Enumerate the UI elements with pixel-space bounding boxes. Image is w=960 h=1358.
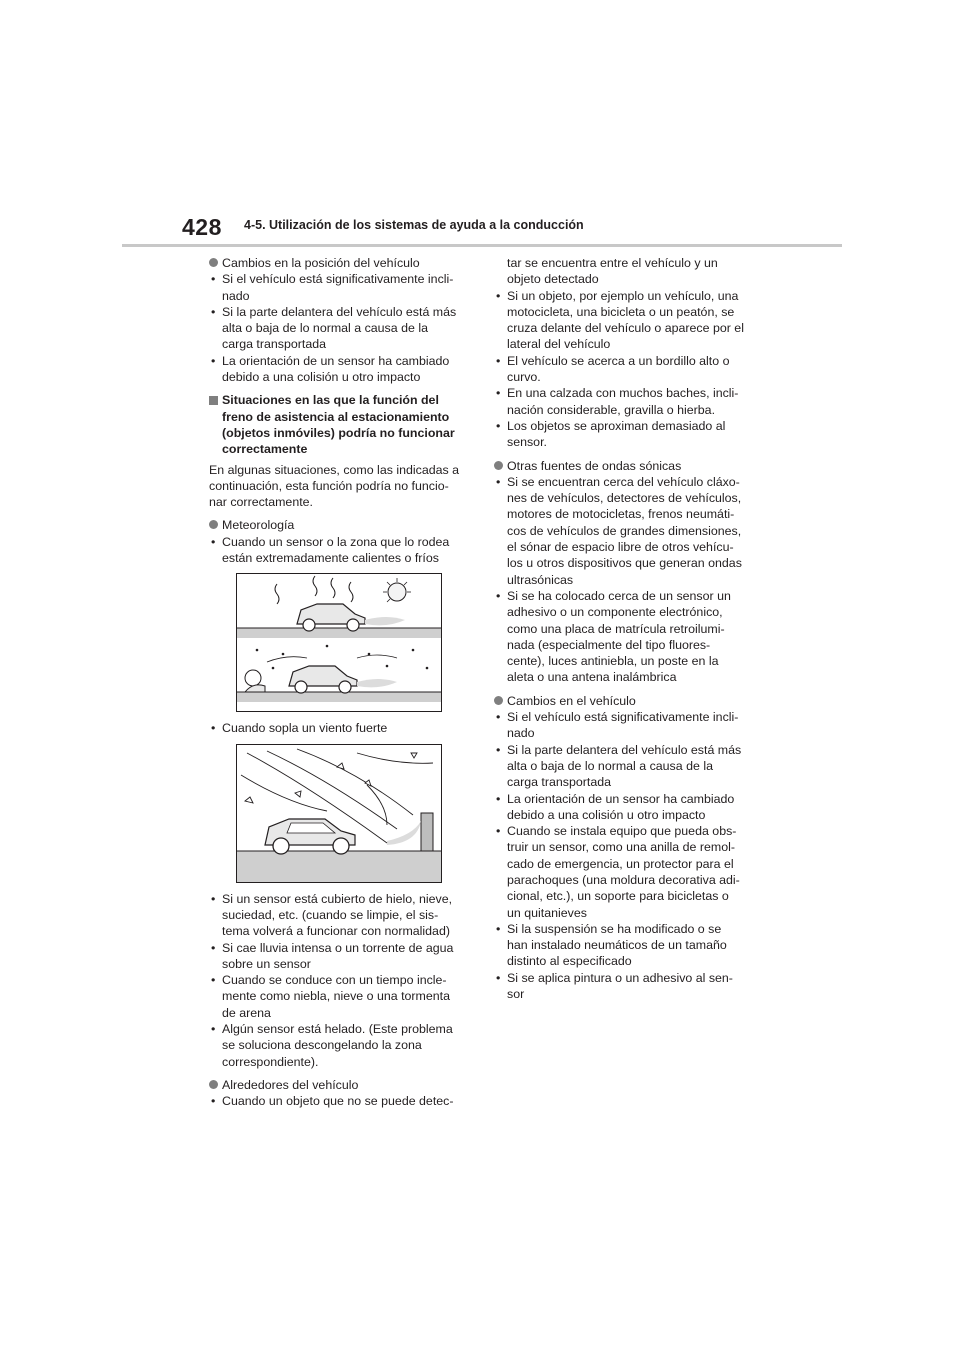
list-item: • Si cae lluvia intensa o un torrente de agua [211, 940, 454, 955]
illustration-strong-wind [236, 744, 442, 883]
list-item: • Si se encuentran cerca del vehículo cláxo- [496, 474, 740, 489]
list-item-continuation: de arena [222, 1005, 271, 1020]
heading-sonic-sources: Otras fuentes de ondas sónicas [494, 458, 752, 474]
square-bullet-icon [209, 396, 218, 405]
list-item: • Si un objeto, por ejemplo un vehículo, una [496, 288, 739, 303]
list-item-continuation: los u otros dispositivos que generan ondas [507, 556, 742, 571]
list-item-continuation: debido a una colisión u otro impacto [507, 807, 706, 822]
list-item: • Si la suspensión se ha modificado o se [496, 921, 722, 936]
list-item: • Si la parte delantera del vehículo está más [496, 742, 742, 757]
list-item-continuation: alta o baja de lo normal a causa de la [507, 758, 713, 773]
list-item-continuation: nado [222, 288, 250, 303]
list-item-continuation: truir un sensor, como una anilla de remol- [507, 840, 735, 855]
list-item: • Cuando se instala equipo que pueda obs- [496, 824, 737, 839]
circle-bullet-icon [209, 520, 218, 529]
list-item-continuation: sensor. [507, 435, 547, 450]
list-item: • El vehículo se acerca a un bordillo alto o [496, 353, 730, 368]
section-heading-line: (objetos inmóviles) podría no funcionar [222, 425, 455, 440]
list-item: • Si se ha colocado cerca de un sensor un [496, 588, 731, 603]
list-item-continuation: nes de vehículos, detectores de vehículos, [507, 491, 742, 506]
list-item-continuation: sobre un sensor [222, 956, 311, 971]
list-item-continuation: cado de emergencia, un protector para el [507, 856, 734, 871]
heading-position-changes: Cambios en la posición del vehículo [209, 255, 467, 271]
list-item: • Los objetos se aproximan demasiado al [496, 418, 726, 433]
list-item-continuation: parachoques (una moldura decorativa adi- [507, 872, 740, 887]
list-item-continuation: adhesivo o un componente electrónico, [507, 605, 723, 620]
heading-surroundings: Alrededores del vehículo [209, 1077, 467, 1093]
list-item-continuation: el sónar de espacio libre de otros vehícu- [507, 540, 734, 555]
list-item-continuation: debido a una colisión u otro impacto [222, 370, 421, 385]
list-item: • En una calzada con muchos baches, incli- [496, 386, 739, 401]
list-item: • Si se aplica pintura o un adhesivo al sen- [496, 970, 733, 985]
list-item-continuation: objeto detectado [507, 272, 599, 287]
list-item: • Si un sensor está cubierto de hielo, nieve, [211, 891, 453, 906]
list-item-continuation: están extremadamente calientes o fríos [222, 551, 439, 566]
list-item-continuation: suciedad, etc. (cuando se limpie, el sis- [222, 907, 439, 922]
list-item-continuation: cional, etc.), un soporte para bicicletas o [507, 889, 729, 904]
intro-paragraph-line: nar correctamente. [209, 495, 313, 510]
list-item: • La orientación de un sensor ha cambiado [211, 353, 450, 368]
list-item: • Si el vehículo está significativamente incli- [496, 710, 739, 725]
list-item-continuation: motores de motocicletas, frenos neumáti- [507, 507, 735, 522]
list-item-continuation: se soluciona descongelando la zona [222, 1038, 422, 1053]
list-item: • Algún sensor está helado. (Este problema [211, 1022, 453, 1037]
list-item-continuation: nación considerable, gravilla o hierba. [507, 402, 716, 417]
list-item-continuation: motocicleta, una bicicleta o un peatón, se [507, 304, 735, 319]
list-item-continuation: nado [507, 726, 535, 741]
list-item-continuation: distinto al especificado [507, 954, 632, 969]
list-item-continuation: tar se encuentra entre el vehículo y un [507, 256, 718, 270]
page-number: 428 [182, 214, 222, 240]
list-item: • Cuando un sensor o la zona que lo rodea [211, 534, 450, 549]
list-item: • Si la parte delantera del vehículo está más [211, 304, 457, 319]
right-column [494, 255, 752, 1002]
list-item-continuation: tema volverá a funcionar con normalidad) [222, 924, 450, 939]
circle-bullet-icon [494, 461, 503, 470]
intro-paragraph-line: En algunas situaciones, como las indicadas a [209, 462, 460, 477]
list-item: • Cuando un objeto que no se puede detec- [211, 1094, 454, 1109]
list-item: • Cuando sopla un viento fuerte [211, 721, 388, 736]
list-item-continuation: cente), luces antiniebla, un poste en la [507, 654, 719, 669]
circle-bullet-icon [209, 258, 218, 267]
list-item-continuation: sor [507, 987, 525, 1002]
list-item-continuation: cos de vehículos de grandes dimensiones, [507, 523, 742, 538]
list-item-continuation: lateral del vehículo [507, 337, 611, 352]
list-item-continuation: aleta o una antena inalámbrica [507, 670, 677, 685]
list-item: • Cuando se conduce con un tiempo incle- [211, 973, 447, 988]
circle-bullet-icon [209, 1080, 218, 1089]
circle-bullet-icon [494, 696, 503, 705]
intro-paragraph-line: continuación, esta función podría no funcio- [209, 478, 449, 493]
section-heading-line: freno de asistencia al estacionamiento [222, 409, 450, 424]
header-divider [122, 244, 842, 247]
section-heading: Situaciones en las que la función del [209, 392, 467, 408]
heading-weather: Meteorología [209, 517, 467, 533]
list-item-continuation: han instalado neumáticos de un tamaño [507, 938, 727, 953]
list-item-continuation: nada (especialmente del tipo fluores- [507, 637, 711, 652]
hot-cold-car-illustration [237, 574, 441, 711]
left-column [209, 255, 467, 1110]
section-heading-line: correctamente [222, 442, 308, 457]
list-item-continuation: carga transportada [222, 337, 327, 352]
list-item: • La orientación de un sensor ha cambiado [496, 791, 735, 806]
list-item-continuation: cruza delante del vehículo o aparece por el [507, 321, 744, 336]
list-item-continuation: alta o baja de lo normal a causa de la [222, 321, 428, 336]
list-item-continuation: correspondiente). [222, 1054, 319, 1069]
list-item-continuation: mente como niebla, nieve o una tormenta [222, 989, 450, 1004]
section-title: 4-5. Utilización de los sistemas de ayuda a la conducción [244, 218, 584, 232]
list-item: • Si el vehículo está significativamente incli- [211, 272, 454, 287]
list-item-continuation: curvo. [507, 370, 541, 385]
wind-car-illustration [237, 745, 441, 882]
list-item-continuation: carga transportada [507, 775, 612, 790]
list-item-continuation: ultrasónicas [507, 572, 574, 587]
illustration-extreme-temperature [236, 573, 442, 712]
list-item-continuation: como una placa de matrícula retroilumi- [507, 621, 725, 636]
list-item-continuation: un quitanieves [507, 905, 587, 920]
heading-vehicle-changes: Cambios en el vehículo [494, 693, 752, 709]
